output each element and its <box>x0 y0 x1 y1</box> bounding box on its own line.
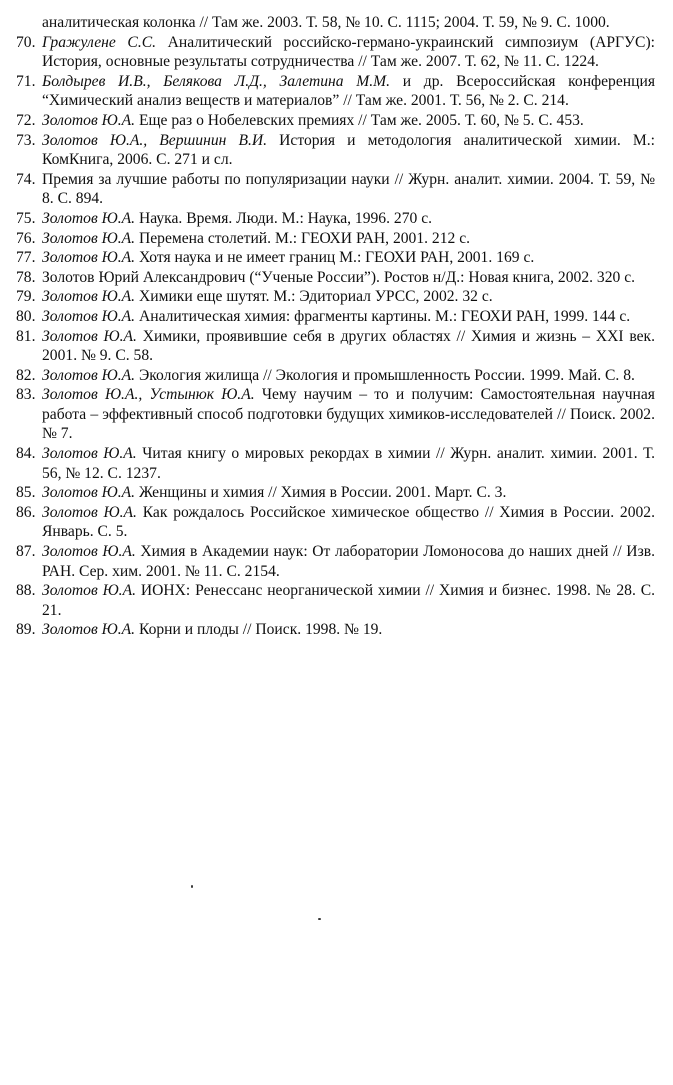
reference-item <box>0 327 673 366</box>
reference-text: История и методология аналитической химии. М.: КомКнига, 2006. С. 271 и сл. <box>42 131 655 169</box>
reference-item <box>0 287 673 307</box>
reference-text: Перемена столетий. М.: ГЕОХИ РАН, 2001. 212 с. <box>138 229 471 247</box>
reference-item <box>0 111 673 131</box>
reference-number: 80. <box>16 307 36 325</box>
reference-number: 73. <box>16 131 36 149</box>
reference-text: аналитическая колонка // Там же. 2003. Т. 58, № 10. С. 1115; 2004. Т. 59, № 9. С. 1000. <box>42 14 610 31</box>
reference-item <box>0 503 673 542</box>
reference-text: Наука. Время. Люди. М.: Наука, 1996. 270 с. <box>138 209 433 227</box>
reference-text: Химия в Академии наук: От лаборатории Ломоносова до наших дней // Изв. РАН. Сер. хим. 2001. № 11. С. 2154. <box>42 543 655 580</box>
scan-speck <box>318 918 321 920</box>
reference-text: Экология жилища // Экология и промышленность России. 1999. Май. С. 8. <box>138 366 635 384</box>
reference-number: 71. <box>16 72 36 90</box>
reference-number: 89. <box>16 621 36 639</box>
reference-text: Аналитическая химия: фрагменты картины. М.: ГЕОХИ РАН, 1999. 144 с. <box>138 307 631 325</box>
reference-item <box>0 13 673 33</box>
reference-number: 81. <box>16 327 36 345</box>
reference-text: Хотя наука и не имеет границ М.: ГЕОХИ РАН, 2001. 169 с. <box>138 249 535 267</box>
reference-authors: Золотов Ю.А., Устынюк Ю.А. <box>42 386 255 404</box>
reference-number: 87. <box>16 543 36 561</box>
reference-item <box>0 33 673 72</box>
reference-item <box>0 620 673 640</box>
reference-text: Чему научим – то и получим: Самостоятельная научная работа – эффективный способ подготовки будущих химиков-исследователей // Поиск. 2002. № 7. <box>42 386 655 443</box>
reference-number: 72. <box>16 111 36 129</box>
reference-item <box>0 248 673 268</box>
reference-item <box>0 72 673 111</box>
reference-authors: Золотов Ю.А. <box>42 327 137 345</box>
reference-number: 70. <box>16 33 36 51</box>
reference-text: Корни и плоды // Поиск. 1998. № 19. <box>138 621 383 639</box>
reference-authors: Золотов Ю.А. <box>42 288 136 306</box>
reference-number: 88. <box>16 582 36 600</box>
reference-authors: Золотов Ю.А. <box>42 543 136 561</box>
reference-text: Золотов Юрий Александрович (“Ученые России”). Ростов н/Д.: Новая книга, 2002. 320 с. <box>42 268 636 286</box>
reference-authors: Золотов Ю.А. <box>42 209 136 227</box>
reference-number: 77. <box>16 249 36 267</box>
scan-speck <box>191 885 193 888</box>
reference-item <box>0 542 673 581</box>
reference-item <box>0 268 673 288</box>
reference-authors: Гражулене С.С. <box>42 33 157 51</box>
reference-item <box>0 385 673 444</box>
reference-number: 74. <box>16 170 36 188</box>
reference-item <box>0 483 673 503</box>
reference-authors: Золотов Ю.А., Вершинин В.И. <box>42 131 268 149</box>
reference-authors: Золотов Ю.А. <box>42 366 136 384</box>
reference-authors: Золотов Ю.А. <box>42 582 137 600</box>
reference-text: Премия за лучшие работы по популяризации науки // Журн. аналит. химии. 2004. Т. 59, № 8. С. 894. <box>42 170 655 208</box>
reference-number: 84. <box>16 445 36 463</box>
reference-text: Женщины и химия // Химия в России. 2001. Март. С. 3. <box>138 484 507 502</box>
reference-text: Химики еще шутят. М.: Эдиториал УРСС, 2002. 32 с. <box>138 288 493 306</box>
reference-text: Химики, проявившие себя в других областях // Химия и жизнь – XXI век. 2001. № 9. С. 58. <box>42 327 656 365</box>
reference-authors: Золотов Ю.А. <box>42 249 136 267</box>
reference-item <box>0 170 673 209</box>
reference-number: 86. <box>16 503 36 521</box>
reference-item <box>0 366 673 386</box>
reference-text: и др. Всероссийская конференция “Химический анализ веществ и материалов” // Там же. 2001. Т. 56, № 2. С. 214. <box>42 72 655 110</box>
reference-item <box>0 209 673 229</box>
reference-item <box>0 131 673 170</box>
reference-authors: Золотов Ю.А. <box>42 445 137 463</box>
reference-number: 75. <box>16 209 36 227</box>
reference-authors: Золотов Ю.А. <box>42 307 136 325</box>
reference-number: 79. <box>16 288 36 306</box>
reference-item <box>0 444 673 483</box>
reference-authors: Золотов Ю.А. <box>42 621 136 639</box>
reference-text: Как рождалось Российское химическое общество // Химия в России. 2002. Январь. С. 5. <box>42 503 655 541</box>
reference-authors: Золотов Ю.А. <box>42 111 136 129</box>
reference-text: ИОНХ: Ренессанс неорганической химии // Химия и бизнес. 1998. № 28. С. 21. <box>42 582 656 619</box>
reference-list <box>0 13 673 640</box>
reference-item <box>0 307 673 327</box>
reference-number: 76. <box>16 229 36 247</box>
reference-item <box>0 581 673 620</box>
reference-number: 85. <box>16 484 36 502</box>
reference-item <box>0 229 673 249</box>
reference-authors: Золотов Ю.А. <box>42 484 136 502</box>
reference-authors: Болдырев И.В., Белякова Л.Д., Залетина М.М. <box>42 72 391 90</box>
reference-number: 82. <box>16 366 36 384</box>
reference-text: Аналитический российско-германо-украинский симпозиум (АРГУС): История, основные результаты сотрудничества // Там же. 2007. Т. 62, № 11. С. 1224. <box>42 33 655 71</box>
reference-text: Читая книгу о мировых рекордах в химии // Журн. аналит. химии. 2001. Т. 56, № 12. С. 1237. <box>42 445 656 482</box>
reference-number: 83. <box>16 386 36 404</box>
reference-number: 78. <box>16 268 36 286</box>
reference-text: Еще раз о Нобелевских премиях // Там же. 2005. Т. 60, № 5. С. 453. <box>138 111 584 129</box>
reference-authors: Золотов Ю.А. <box>42 503 137 521</box>
reference-authors: Золотов Ю.А. <box>42 229 136 247</box>
